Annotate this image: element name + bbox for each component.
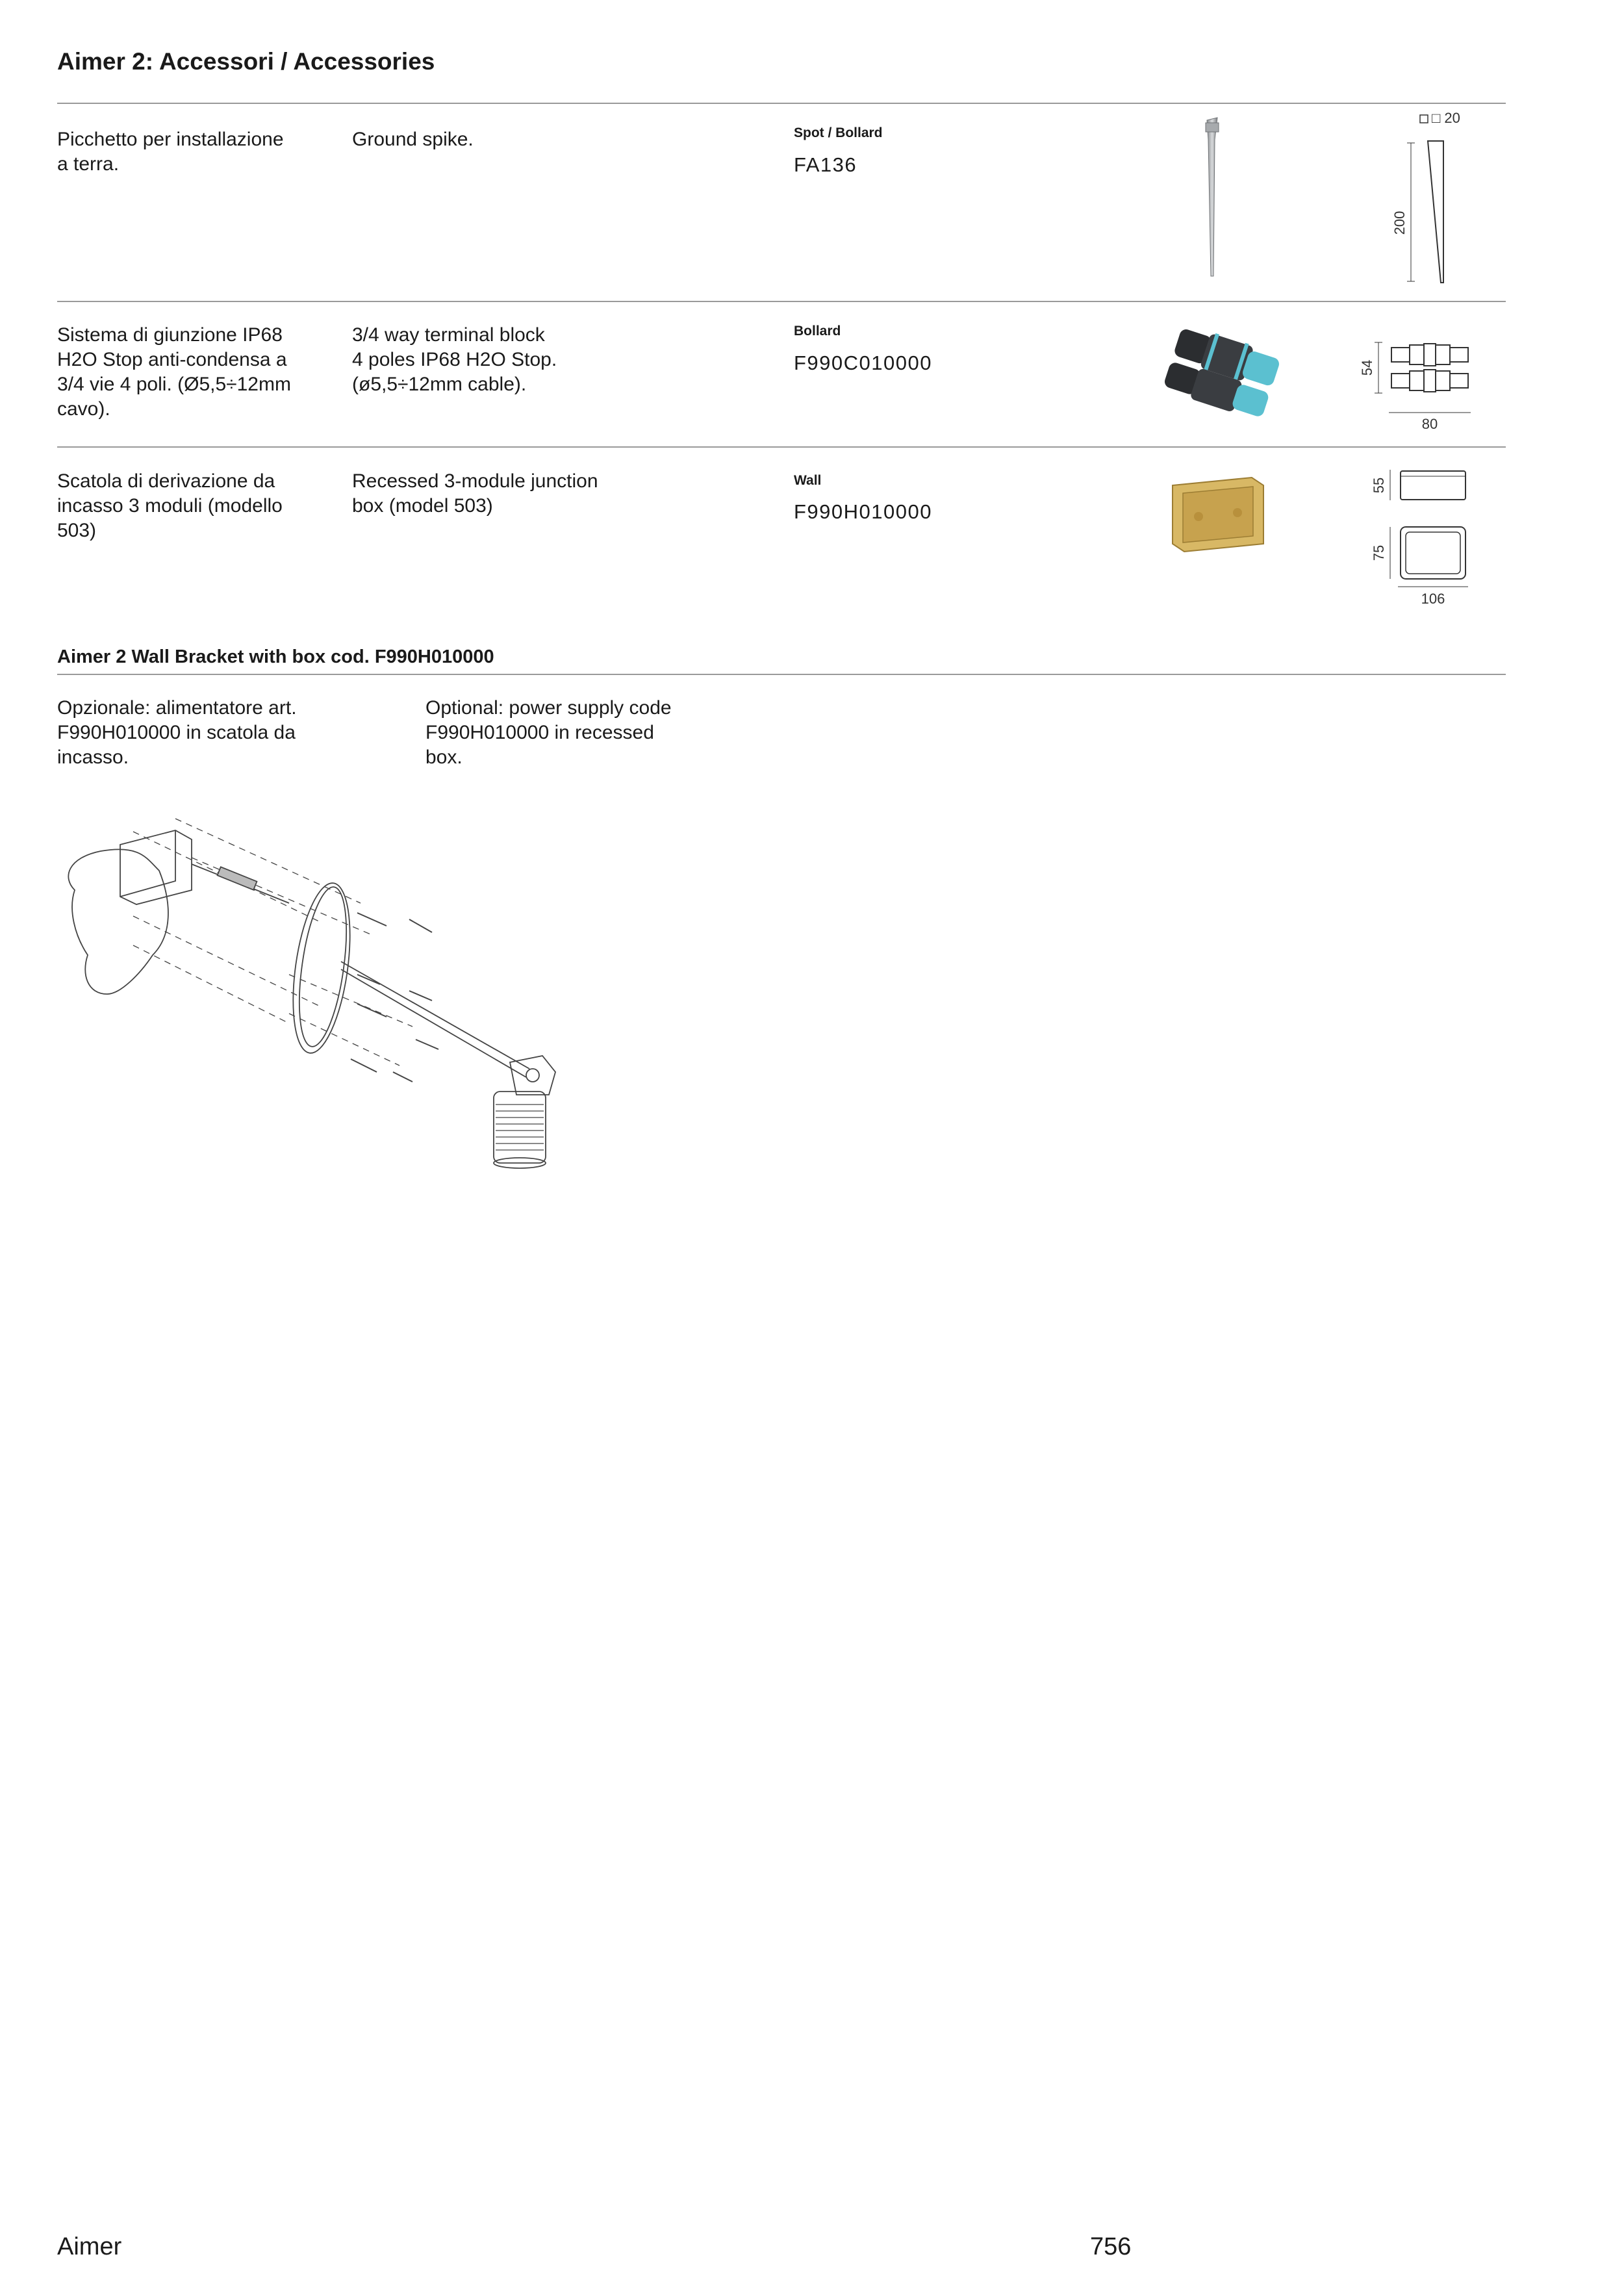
ground-spike-photo [1189, 114, 1241, 283]
row3-category: Wall [794, 473, 822, 488]
page-title: Aimer 2: Accessori / Accessories [57, 48, 435, 75]
row1-dim-top: □ 20 [1432, 110, 1460, 126]
section-heading: Aimer 2 Wall Bracket with box cod. F990H010000 [57, 646, 494, 667]
page-number: 756 [1090, 2233, 1132, 2260]
divider [57, 446, 1506, 448]
row1-category: Spot / Bollard [794, 125, 883, 140]
row2-category: Bollard [794, 324, 841, 339]
row3-dim-depth: 55 [1371, 477, 1387, 494]
row2-description-en: 3/4 way terminal block 4 poles IP68 H2O Stop. (ø5,5÷12mm cable). [352, 324, 557, 395]
row1-description-it: Picchetto per installazione a terra. [57, 129, 284, 175]
divider [57, 674, 1506, 675]
row3-code: F990H010000 [794, 500, 932, 523]
row3-description-it: Scatola di derivazione da incasso 3 moduli (modello 503) [57, 470, 283, 541]
wall-bracket-exploded-drawing [62, 799, 581, 1176]
row2-description-it: Sistema di giunzione IP68 H2O Stop anti-condensa a 3/4 vie 4 poli. (Ø5,5÷12mm cavo). [57, 324, 291, 420]
terminal-block-drawing [1338, 322, 1462, 432]
terminal-block-photo [1163, 328, 1306, 426]
row2-dim-height: 54 [1359, 359, 1375, 376]
footer-brand: Aimer [57, 2233, 122, 2260]
row3-dim-width: 106 [1421, 591, 1445, 607]
row2-code: F990C010000 [794, 351, 932, 374]
ground-spike-drawing [1371, 107, 1462, 289]
row2-dim-width: 80 [1421, 416, 1438, 432]
row1-code: FA136 [794, 153, 857, 176]
row1-description-en: Ground spike. [352, 129, 474, 150]
row3-dim-height: 75 [1371, 544, 1387, 561]
divider [57, 301, 1506, 302]
row3-description-en: Recessed 3-module junction box (model 503) [352, 470, 598, 517]
junction-box-drawing [1338, 458, 1462, 607]
row1-dim-height: 200 [1391, 211, 1408, 235]
bracket-description-en: Optional: power supply code F990H010000 in recessed box. [425, 697, 672, 768]
junction-box-photo [1166, 471, 1270, 556]
bracket-description-it: Opzionale: alimentatore art. F990H010000 in scatola da incasso. [57, 697, 297, 768]
divider [57, 103, 1506, 104]
